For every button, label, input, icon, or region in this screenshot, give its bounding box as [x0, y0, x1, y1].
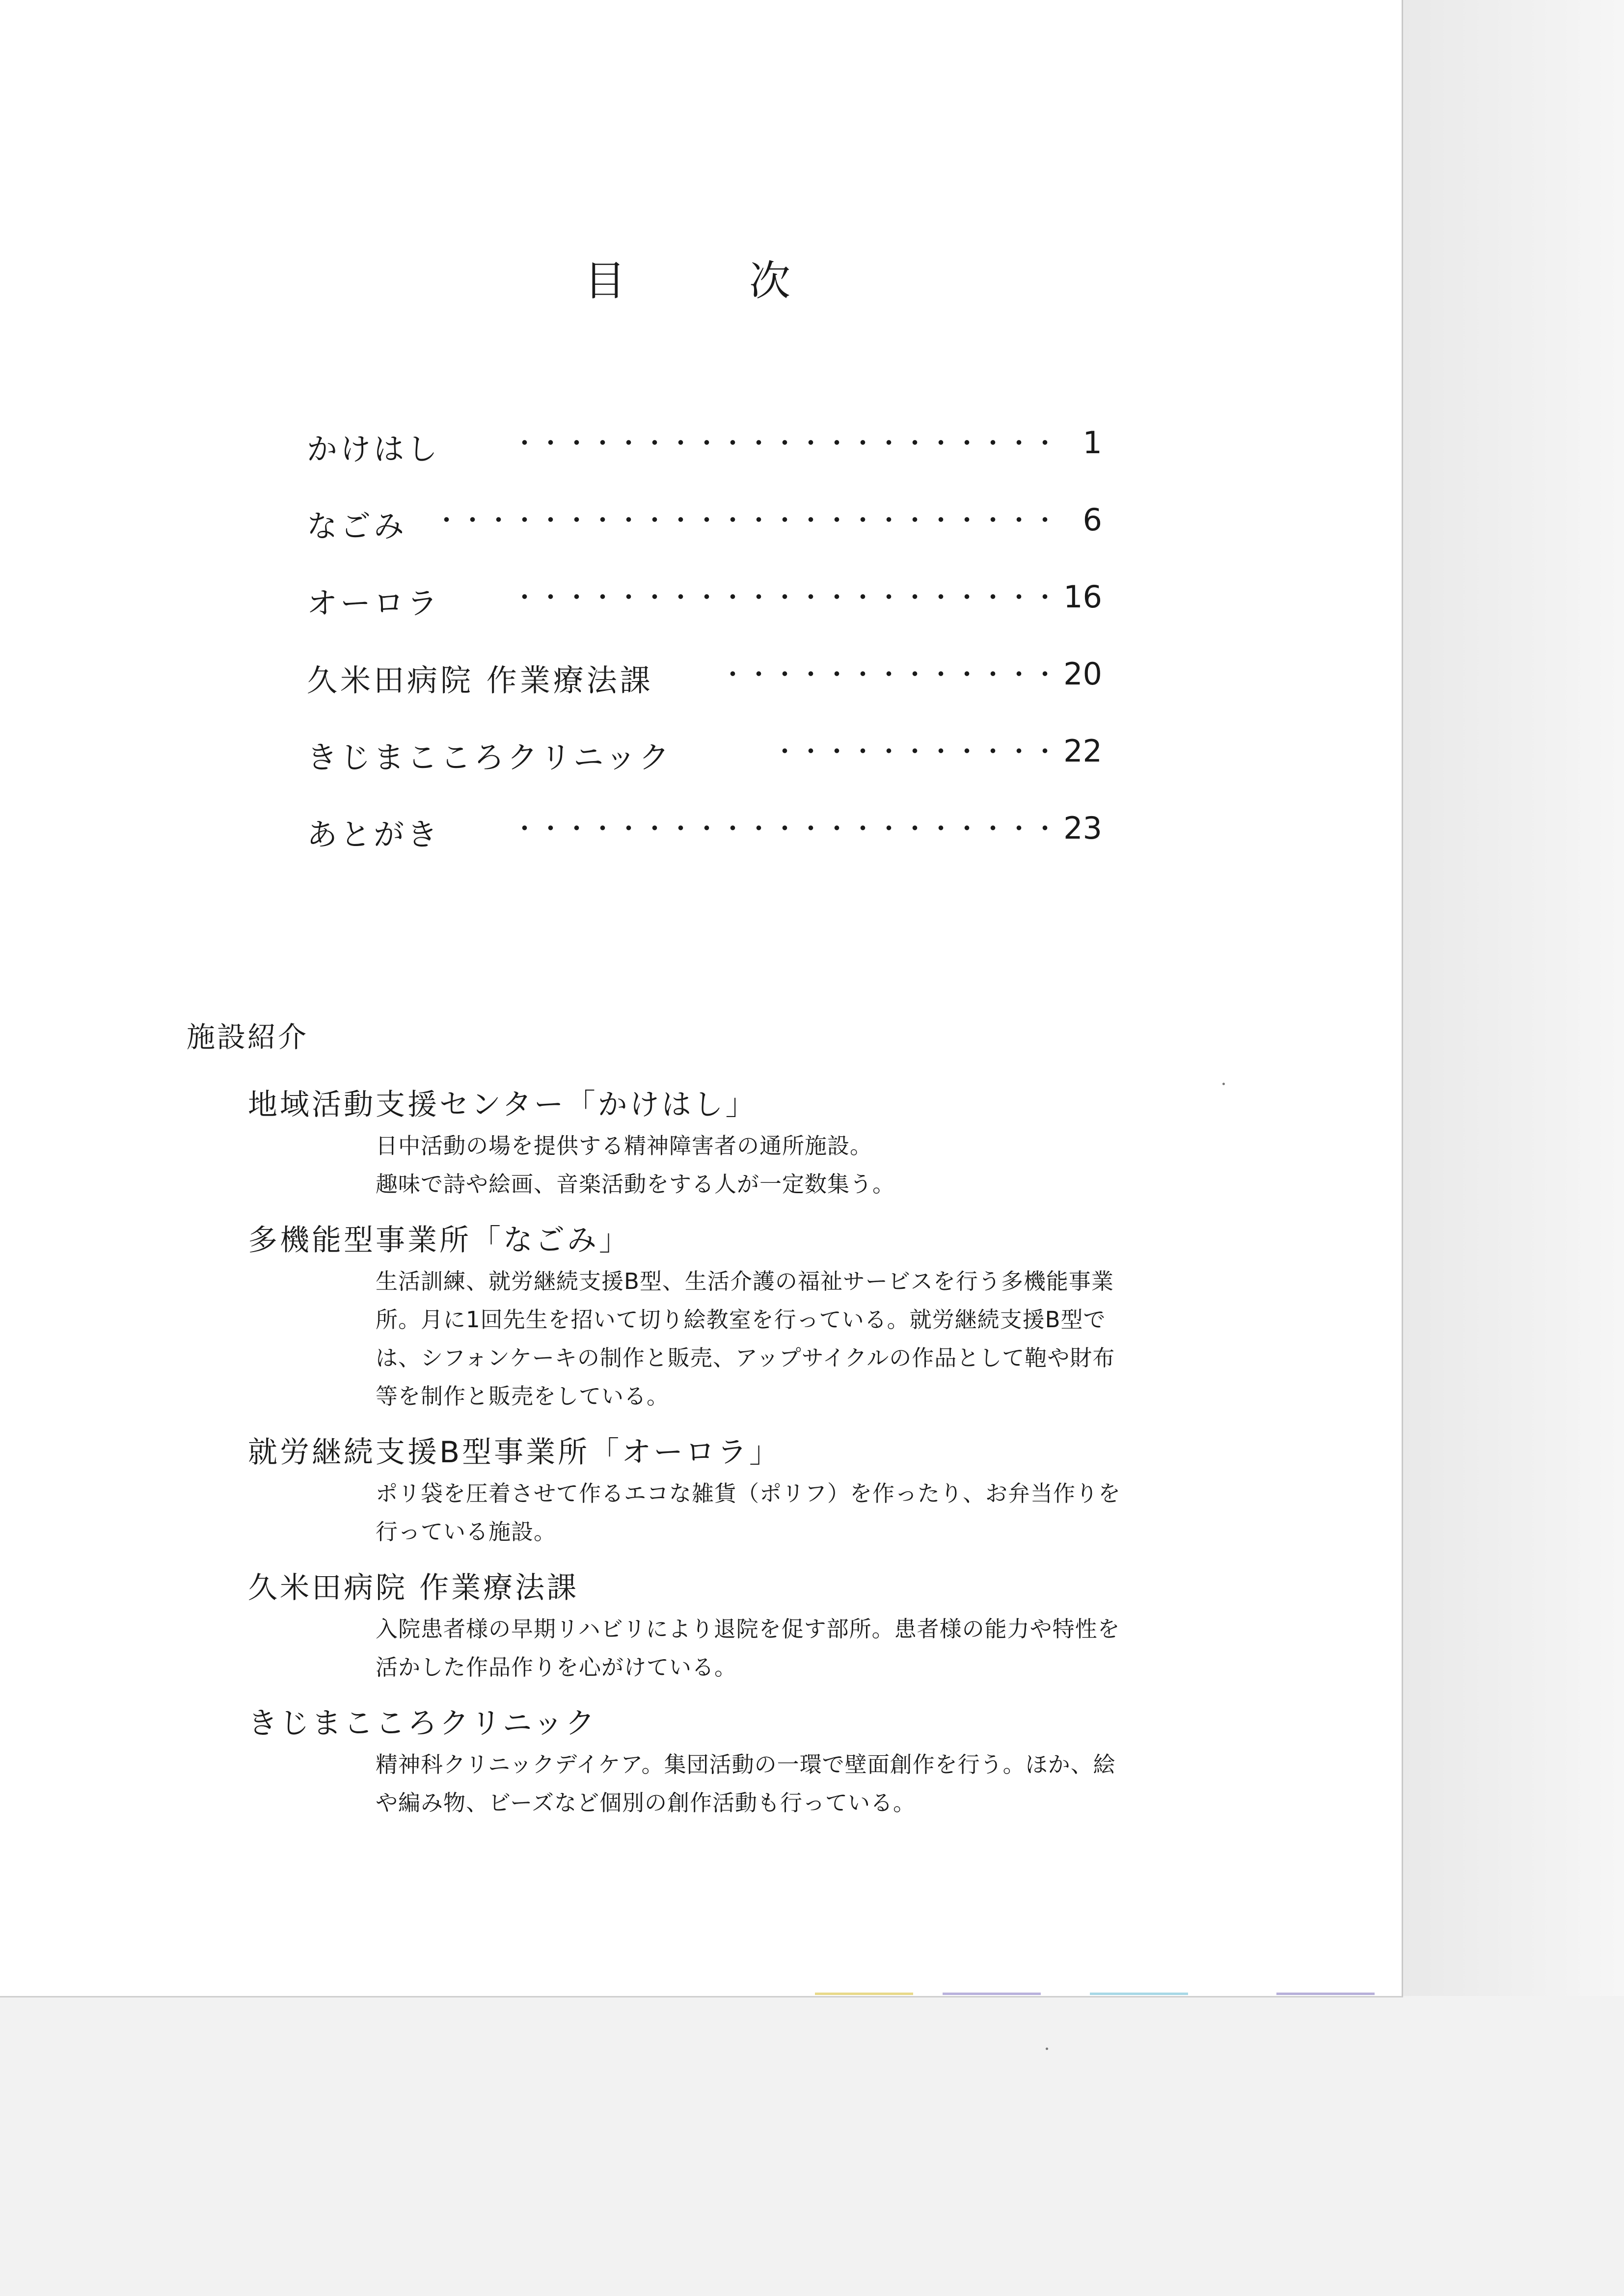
- facility-item: [248, 1430, 1230, 1551]
- facility-description: [376, 1475, 1210, 1551]
- facility-list: [248, 1083, 1230, 1837]
- color-mark: [1276, 1993, 1375, 1995]
- scan-speck: [1222, 1083, 1225, 1085]
- toc-entry-label: オーロラ: [307, 585, 441, 621]
- page-title: [584, 248, 790, 307]
- facility-description: [376, 1746, 1210, 1822]
- toc-leader-dots: [307, 439, 1058, 445]
- toc-entry-label: 久米田病院 作業療法課: [307, 662, 653, 698]
- toc-leader-dots: [307, 748, 1058, 754]
- facility-item: [248, 1701, 1230, 1822]
- title-char-2: 次: [749, 257, 790, 305]
- facility-item: [248, 1566, 1230, 1687]
- description-line: 所。月に1回先生を招いて切り絵教室を行っている。就労継続支援B型で: [376, 1307, 1106, 1333]
- description-line: ポリ袋を圧着させて作るエコな雑貨（ポリフ）を作ったり、お弁当作りを: [376, 1480, 1121, 1506]
- toc-entry-label: かけはし: [307, 431, 441, 467]
- description-line: 生活訓練、就労継続支援B型、生活介護の福祉サービスを行う多機能事業: [376, 1268, 1114, 1294]
- toc-entry-page: 6: [1083, 502, 1102, 538]
- toc-entry[interactable]: [307, 733, 1102, 810]
- toc-entry[interactable]: [307, 656, 1102, 733]
- toc-entry-page: 23: [1063, 810, 1102, 846]
- toc-entry-page: 20: [1063, 656, 1102, 692]
- description-line: 活かした作品作りを心がけている。: [376, 1654, 737, 1680]
- toc-entry[interactable]: [307, 810, 1102, 887]
- toc-leader-dots: [307, 671, 1058, 677]
- toc-entry-page: 1: [1083, 425, 1102, 461]
- print-color-marks: [815, 1993, 1355, 1995]
- description-line: 日中活動の場を提供する精神障害者の通所施設。: [376, 1133, 873, 1159]
- facility-name: 地域活動支援センター「かけはし」: [248, 1088, 758, 1122]
- toc-leader-dots: [307, 517, 1058, 522]
- facility-description: [376, 1610, 1210, 1687]
- facility-name: 多機能型事業所「なごみ」: [248, 1223, 631, 1257]
- facility-description: [376, 1127, 1210, 1203]
- description-line: 入院患者様の早期リハビリにより退院を促す部所。患者様の能力や特性を: [376, 1616, 1120, 1642]
- toc-entry-page: 16: [1063, 579, 1102, 615]
- toc-entry-page: 22: [1063, 733, 1102, 769]
- toc-leader-dots: [307, 594, 1058, 600]
- description-line: や編み物、ビーズなど個別の創作活動も行っている。: [376, 1790, 916, 1816]
- color-mark: [1090, 1993, 1188, 1995]
- description-line: 行っている施設。: [376, 1519, 557, 1545]
- page-edge-shadow: [1403, 0, 1624, 1996]
- toc-entry-label: あとがき: [307, 817, 441, 852]
- toc-entry-label: なごみ: [307, 508, 407, 544]
- toc-entry[interactable]: [307, 425, 1102, 502]
- description-line: は、シフォンケーキの制作と販売、アップサイクルの作品として鞄や財布: [376, 1345, 1115, 1371]
- toc-leader-dots: [307, 825, 1058, 831]
- facility-description: [376, 1262, 1210, 1416]
- color-mark: [943, 1993, 1041, 1995]
- description-line: 精神科クリニックデイケア。集団活動の一環で壁面創作を行う。ほか、絵: [376, 1751, 1116, 1777]
- description-line: 等を制作と販売をしている。: [376, 1383, 670, 1409]
- toc-entry-label: きじまこころクリニック: [307, 739, 673, 775]
- table-of-contents: [307, 425, 1102, 887]
- facility-item: [248, 1083, 1230, 1203]
- facility-name: きじまこころクリニック: [248, 1706, 597, 1741]
- description-line: 趣味で詩や絵画、音楽活動をする人が一定数集う。: [376, 1171, 895, 1197]
- facility-name: 久米田病院 作業療法課: [248, 1571, 579, 1605]
- facility-name: 就労継続支援B型事業所「オーロラ」: [248, 1435, 782, 1470]
- scan-speck: [1046, 2048, 1048, 2050]
- title-char-1: 目: [584, 257, 626, 305]
- color-mark: [815, 1993, 913, 1995]
- facility-item: [248, 1218, 1230, 1416]
- toc-entry[interactable]: [307, 579, 1102, 656]
- section-heading: 施設紹介: [187, 1020, 309, 1054]
- toc-entry[interactable]: [307, 502, 1102, 579]
